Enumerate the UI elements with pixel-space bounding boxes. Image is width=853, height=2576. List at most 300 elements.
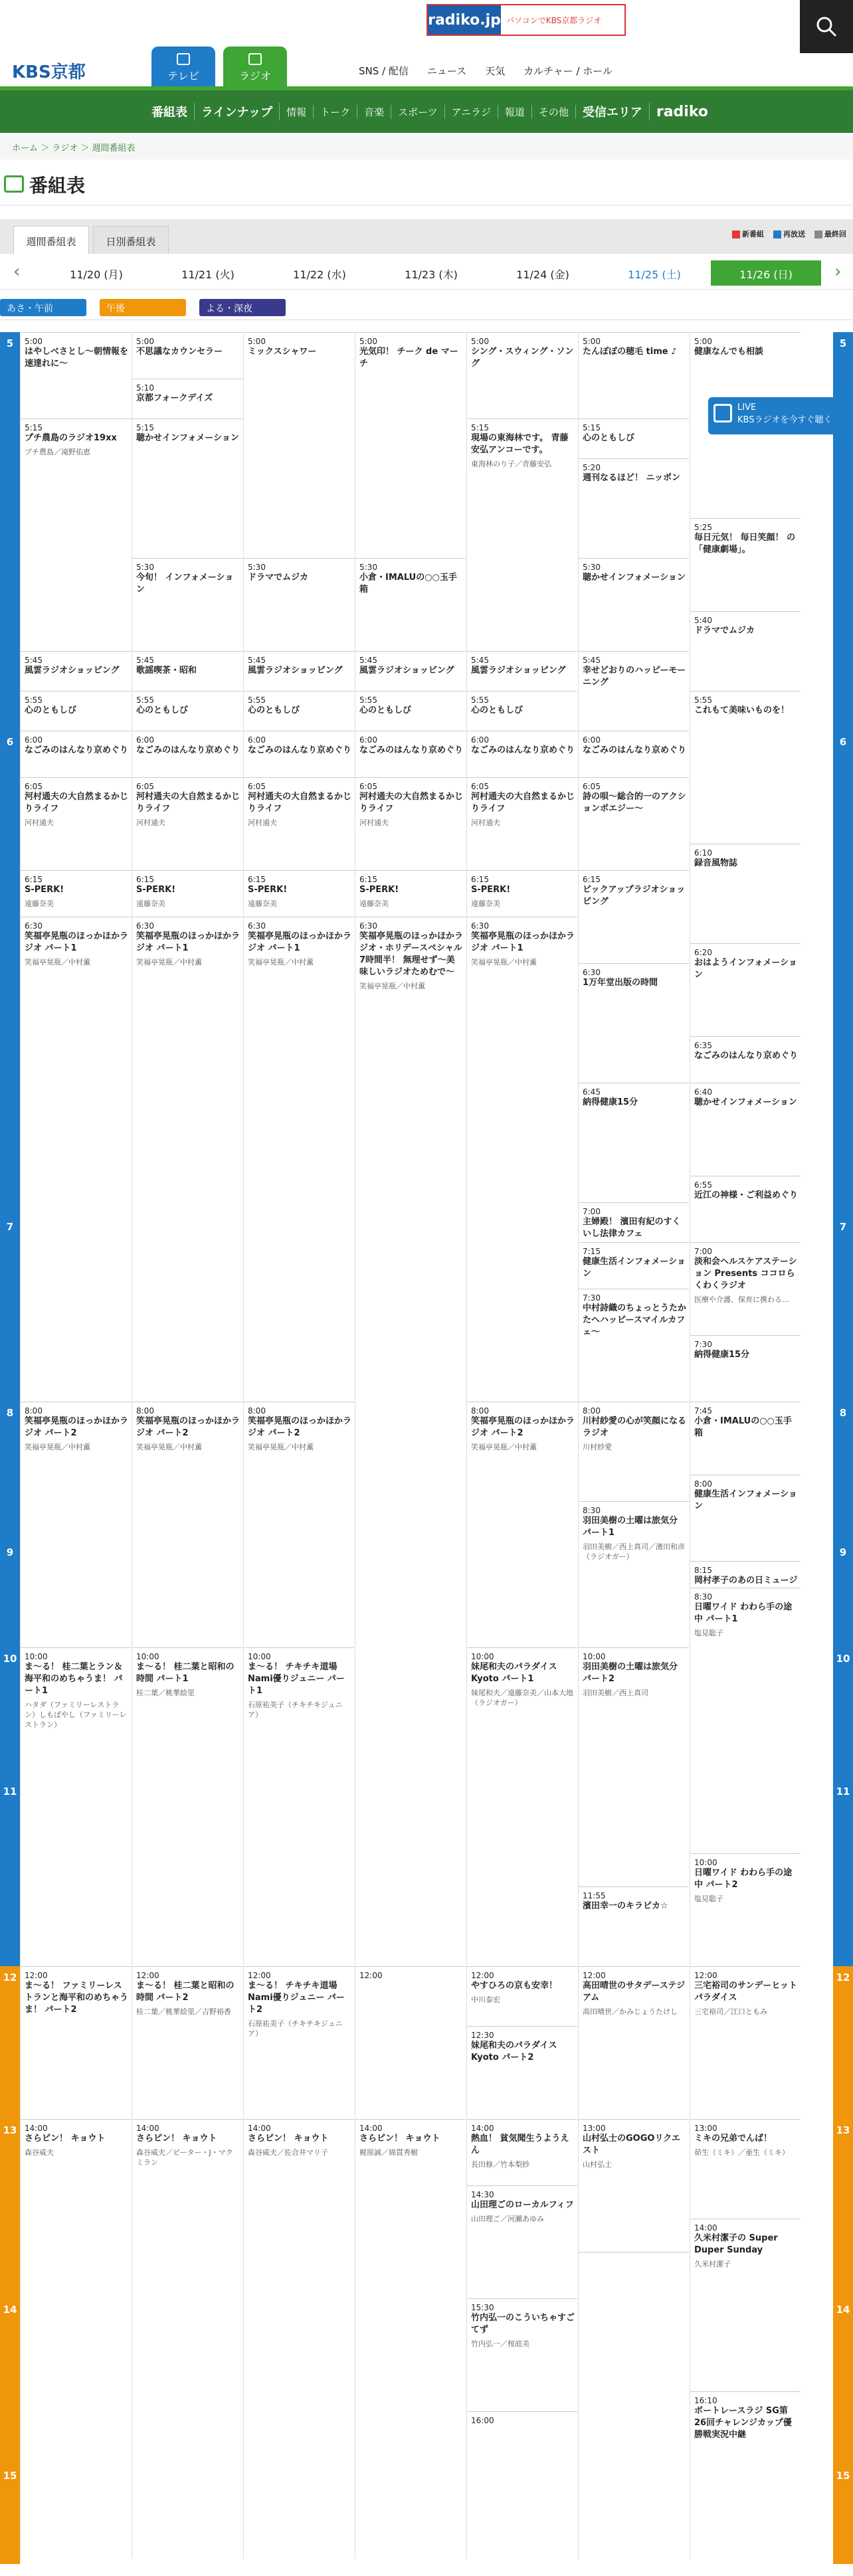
program-title: 聴かせインフォメーション [583, 573, 686, 583]
nav-lineup[interactable]: ラインナップ [195, 103, 280, 120]
program-time: 6:30 [248, 921, 266, 931]
program-cast: 三宅裕司／江口ともみ [694, 2007, 767, 2016]
program-cell[interactable] [21, 1647, 131, 1966]
program-time: 6:00 [136, 735, 154, 745]
program-title: S-PERK! [136, 885, 176, 895]
day-1124[interactable]: 11/24 (金) [516, 268, 569, 281]
program-cell[interactable] [355, 651, 466, 691]
program-cast: 河村通夫 [25, 818, 54, 827]
program-cell[interactable] [579, 1966, 689, 2119]
program-time: 5:30 [359, 563, 377, 572]
program-cell[interactable] [467, 917, 577, 1402]
program-cast: 昴生（ミキ）／亜生（ミキ） [694, 2148, 789, 2157]
radiko-logo: radiko.jp [428, 5, 501, 35]
hour-label-9: 9 [833, 1541, 853, 1647]
filter-afternoon[interactable]: 午後 [100, 299, 186, 316]
program-cell[interactable] [21, 1402, 131, 1647]
program-cast: 森谷威夫／ピーター・J・マクミラン [136, 2148, 233, 2167]
program-cell[interactable] [690, 1402, 801, 1475]
program-cast: 川村紗愛 [583, 1443, 612, 1451]
program-cell[interactable] [132, 2119, 242, 2557]
program-cell[interactable] [690, 844, 801, 943]
program-cell[interactable] [21, 777, 131, 870]
program-time: 5:45 [583, 656, 601, 665]
program-title: 心のともしび [25, 705, 77, 715]
program-cell[interactable] [21, 1966, 131, 2119]
program-title: ミキの兄弟でんば！ [694, 2134, 773, 2144]
program-time: 5:40 [694, 616, 712, 625]
program-cell[interactable] [355, 870, 466, 917]
program-time: 6:30 [136, 921, 154, 931]
day-1125[interactable]: 11/25 (土) [628, 268, 681, 281]
program-title: 羽田美樹の土曜は旅気分 パート1 [583, 1516, 678, 1538]
filter-morning[interactable]: あさ・午前 [0, 299, 86, 316]
program-cell[interactable] [690, 1475, 801, 1561]
program-time: 5:45 [471, 656, 489, 665]
legend [732, 229, 846, 239]
hour-label-13: 13 [0, 2119, 20, 2298]
program-title: 心のともしび [359, 705, 412, 715]
filter-night[interactable]: よる・深夜 [199, 299, 286, 316]
nav-news[interactable]: 報道 [498, 105, 532, 119]
program-time: 6:30 [359, 921, 377, 931]
program-cell[interactable] [690, 1588, 801, 1853]
program-cell[interactable] [579, 332, 689, 418]
radiko-banner[interactable] [427, 4, 626, 36]
program-time: 14:00 [471, 2124, 494, 2133]
program-cell[interactable] [132, 558, 242, 651]
program-cell[interactable] [579, 1886, 689, 1966]
program-cell[interactable] [690, 1083, 801, 1176]
program-cell[interactable] [467, 651, 577, 691]
program-cell[interactable] [579, 1242, 689, 1289]
program-time: 5:45 [25, 656, 43, 665]
program-time: 6:15 [136, 875, 154, 884]
hour-label-16: 16 [0, 2559, 20, 2564]
tab-weekly[interactable]: 週間番組表 [13, 226, 89, 254]
link-news[interactable]: ニュース [427, 65, 467, 77]
program-cell[interactable] [244, 777, 354, 870]
program-time: 12:00 [136, 1971, 159, 1980]
program-time: 12:00 [694, 1971, 717, 1980]
program-time: 15:30 [471, 2303, 494, 2312]
program-cell[interactable] [467, 1966, 577, 2026]
hour-label-8: 8 [0, 1402, 20, 1541]
program-cell[interactable] [690, 2391, 801, 2559]
program-cell[interactable] [244, 558, 354, 651]
program-title: ま〜る！ チキチキ道場 Nami優りジュニー パート1 [248, 1662, 345, 1696]
nav-area[interactable]: 受信エリア [576, 103, 650, 120]
day-1122[interactable]: 11/22 (水) [293, 268, 346, 281]
program-title: なごみのはんなり京めぐり [359, 745, 464, 755]
program-cell[interactable] [690, 1176, 801, 1242]
program-cast: プチ農島／滝野佑恵 [25, 448, 90, 456]
program-cell[interactable] [467, 870, 577, 917]
program-time: 5:15 [136, 423, 154, 432]
program-cell[interactable] [579, 2119, 689, 2252]
program-cell[interactable] [467, 1402, 577, 1647]
program-cell[interactable] [579, 458, 689, 558]
program-time: 8:30 [694, 1592, 712, 1602]
program-title: ドラマでムジカ [248, 573, 309, 583]
program-title: S-PERK! [25, 885, 64, 895]
program-cell[interactable] [355, 2119, 466, 2557]
program-time: 8:30 [583, 1506, 601, 1515]
nav-music[interactable]: 音楽 [357, 105, 391, 119]
nav-anirage[interactable]: アニラジ [445, 105, 498, 119]
day-1123[interactable]: 11/23 (木) [405, 268, 458, 281]
program-cell[interactable] [467, 691, 577, 731]
hour-label-10: 10 [0, 1647, 20, 1780]
hour-label-15: 15 [833, 2464, 853, 2559]
program-cell[interactable] [21, 691, 131, 731]
program-time: 5:55 [359, 695, 377, 705]
program-time: 10:00 [583, 1652, 606, 1661]
search-icon [815, 15, 838, 38]
program-cell[interactable] [579, 1289, 689, 1402]
hour-label-15: 15 [0, 2464, 20, 2559]
program-title: 健康なんでも相談 [694, 347, 764, 357]
program-title: なごみのはんなり京めぐり [25, 745, 129, 755]
program-cell[interactable] [467, 777, 577, 870]
program-cell[interactable] [132, 379, 242, 418]
program-title: なごみのはんなり京めぐり [694, 1051, 799, 1061]
program-cell[interactable] [244, 1647, 354, 1966]
program-cell[interactable] [579, 558, 689, 651]
program-cell[interactable] [132, 870, 242, 917]
legend-new: 新番組 [732, 229, 764, 239]
program-cell[interactable] [690, 691, 801, 731]
program-cell[interactable] [690, 1853, 801, 1966]
program-time: 7:00 [583, 1207, 601, 1216]
program-cell[interactable] [21, 731, 131, 777]
program-cast: 中川泰宏 [471, 1995, 500, 2004]
program-cell[interactable] [244, 1402, 354, 1647]
program-cell[interactable] [244, 691, 354, 731]
program-time: 16:00 [471, 2416, 494, 2425]
program-cell[interactable] [579, 731, 689, 777]
program-cell[interactable] [690, 2219, 801, 2391]
program-cell[interactable] [244, 731, 354, 777]
program-cast: 笑福亭晃瓶／中村薫 [248, 958, 314, 966]
program-title: なごみのはんなり京めぐり [248, 745, 352, 755]
program-cell[interactable] [355, 917, 466, 1966]
program-title: 光気印！ チーク de マーチ [359, 347, 458, 369]
program-title: 聴かせインフォメーション [136, 433, 239, 443]
hour-label-6: 6 [0, 731, 20, 1216]
program-cast: 遠藤奈美 [25, 899, 54, 908]
hour-label-14: 14 [833, 2298, 853, 2464]
program-time: 5:15 [471, 423, 489, 432]
program-title: ま〜る！ 桂二葉と昭和の時間 パート1 [136, 1662, 235, 1684]
program-time: 6:15 [248, 875, 266, 884]
program-cell[interactable] [467, 418, 577, 651]
program-cast: 遠藤奈美 [136, 899, 165, 908]
program-cast: 山田理ご／河瀬あゆみ [471, 2215, 544, 2223]
program-cell[interactable] [690, 1966, 801, 2119]
program-time: 7:45 [694, 1406, 712, 1416]
day-1120[interactable]: 11/20 (月) [70, 268, 123, 281]
program-title: 小倉・IMALUの○○玉手箱 [694, 1416, 792, 1438]
search-button[interactable] [800, 0, 853, 53]
program-cast: 竹内弘一／桜庭美 [471, 2340, 529, 2348]
program-time: 6:05 [248, 782, 266, 791]
program-title: 週刊なるほど！ ニッポン [583, 473, 681, 483]
program-cell[interactable] [21, 2119, 131, 2557]
tab-tv[interactable]: テレビ [151, 46, 215, 86]
program-title: さらピン！ キョウト [248, 2134, 329, 2144]
program-cell[interactable] [467, 1647, 577, 1966]
global-nav [0, 90, 853, 133]
program-time: 5:30 [248, 563, 266, 572]
program-cell[interactable] [579, 2252, 689, 2559]
program-title: 詩の唄〜総合的一のアクションボエジー〜 [583, 792, 686, 814]
program-title: 久米村潔子の Super Duper Sunday [694, 2233, 778, 2255]
program-cell[interactable] [690, 1561, 801, 1588]
program-cell[interactable] [355, 731, 466, 777]
program-time: 8:00 [248, 1406, 266, 1416]
program-cell[interactable] [579, 1083, 689, 1202]
program-title: 河村通夫の大自然まるかじりライフ [248, 792, 352, 814]
program-cell[interactable] [132, 917, 242, 1402]
program-time: 6:30 [471, 921, 489, 931]
program-time: 5:10 [136, 383, 154, 393]
program-cell[interactable] [579, 1501, 689, 1647]
program-cell[interactable] [21, 332, 131, 418]
program-cast: 笑福亭晃瓶／中村薫 [136, 958, 202, 966]
program-cell[interactable] [467, 2411, 577, 2559]
program-title: 風雲ラジオショッピング [25, 666, 120, 676]
program-title: なごみのはんなり京めぐり [471, 745, 575, 755]
program-time: 6:00 [471, 735, 489, 745]
program-cell[interactable] [355, 777, 466, 870]
program-cell[interactable] [132, 691, 242, 731]
program-cell[interactable] [21, 418, 131, 511]
hour-label-11: 11 [0, 1780, 20, 1966]
nav-talk[interactable]: トーク [314, 105, 357, 119]
program-title: 近江の神様・ご利益めぐり [694, 1190, 799, 1200]
program-title: S-PERK! [248, 885, 288, 895]
hour-label-16: 16 [833, 2559, 853, 2564]
tab-daily[interactable]: 日別番組表 [93, 226, 169, 254]
program-title: さらピン！ キョウト [136, 2134, 217, 2144]
program-title: 笑福亭晃瓶のほっかほかラジオ パート2 [136, 1416, 240, 1438]
program-cell[interactable] [467, 2185, 577, 2298]
program-cell[interactable] [21, 651, 131, 691]
program-time: 12:00 [583, 1971, 606, 1980]
program-cell[interactable] [690, 611, 801, 691]
program-cell[interactable] [244, 917, 354, 1402]
program-cast: 笑福亭晃瓶／中村薫 [248, 1443, 314, 1451]
program-time: 5:00 [359, 337, 377, 346]
program-cast: 河村通夫 [471, 818, 500, 827]
program-cell[interactable] [467, 2026, 577, 2119]
program-title: 妹尾和夫のパラダイス Kyoto パート1 [471, 1662, 557, 1684]
program-cell[interactable] [244, 332, 354, 558]
program-time: 6:05 [471, 782, 489, 791]
time-of-day-filter [0, 294, 853, 320]
program-cell[interactable] [579, 1647, 689, 1886]
program-title: ビックアップラジオショッピング [583, 885, 686, 907]
program-cell[interactable] [244, 651, 354, 691]
next-week-arrow-icon[interactable]: › [834, 262, 842, 282]
day-column-4 [466, 332, 578, 2559]
program-cell[interactable] [355, 558, 466, 651]
nav-other[interactable]: その他 [532, 105, 576, 119]
program-time: 10:00 [694, 1858, 717, 1867]
program-time: 14:00 [25, 2124, 48, 2133]
link-weather[interactable]: 天気 [485, 65, 506, 77]
nav-bangumihyo[interactable]: 番組表 [145, 103, 195, 120]
program-time: 6:05 [583, 782, 601, 791]
program-title: はやしべさとし〜朝情報を速達れに〜 [25, 347, 129, 369]
hour-label-5: 5 [0, 332, 20, 731]
program-cell[interactable] [244, 870, 354, 917]
program-time: 5:20 [583, 463, 601, 472]
program-cast: 森谷威夫 [25, 2148, 54, 2157]
program-title: 毎日元気！ 毎日笑顔！ の「健康劇場」。 [694, 533, 796, 555]
program-time: 5:45 [359, 656, 377, 665]
program-cell[interactable] [579, 1202, 689, 1242]
program-cell[interactable] [579, 963, 689, 1083]
hour-label-12: 12 [833, 1966, 853, 2119]
program-cell[interactable] [132, 332, 242, 379]
program-title: 歌謡喫茶・昭和 [136, 666, 197, 676]
tv-icon [177, 53, 190, 65]
program-time: 14:30 [471, 2190, 494, 2199]
program-cell[interactable] [467, 2298, 577, 2411]
program-cast: 笑福亭晃瓶／中村薫 [471, 1443, 537, 1451]
program-cell[interactable] [690, 518, 801, 611]
program-time: 6:10 [694, 848, 712, 858]
day-1126[interactable]: 11/26 (日) [711, 260, 821, 286]
program-title: 聴かせインフォメーション [694, 1097, 797, 1107]
program-cell[interactable] [132, 1966, 242, 2119]
link-sns[interactable]: SNS / 配信 [359, 65, 409, 77]
program-title: なごみのはんなり京めぐり [136, 745, 240, 755]
program-title: 録音風物誌 [694, 858, 738, 868]
program-title: 河村通夫の大自然まるかじりライフ [359, 792, 464, 814]
program-time: 6:00 [359, 735, 377, 745]
hour-label-8: 8 [833, 1402, 853, 1541]
program-cast: 羽田美樹／西上真司 [583, 1689, 648, 1697]
day-column-0 [20, 332, 132, 2559]
program-time: 8:00 [471, 1406, 489, 1416]
program-cell[interactable] [690, 2119, 801, 2219]
program-cell[interactable] [244, 2119, 354, 2557]
program-cell[interactable] [132, 418, 242, 558]
prev-week-arrow-icon[interactable]: ‹ [13, 262, 21, 282]
program-time: 8:00 [136, 1406, 154, 1416]
program-cell[interactable] [467, 731, 577, 777]
program-cell[interactable] [467, 332, 577, 418]
program-cell[interactable] [579, 777, 689, 870]
program-time: 5:45 [248, 656, 266, 665]
program-time: 5:30 [136, 563, 154, 572]
program-cast: 河村通夫 [248, 818, 277, 827]
live-listen-button[interactable]: LIVE KBSラジオを今すぐ聴く [708, 397, 853, 434]
program-title: 心のともしび [136, 705, 189, 715]
program-title: 熱血！ 貧気聞生うようえん [471, 2134, 569, 2156]
program-cell[interactable] [244, 1966, 354, 2119]
legend-final: 最終回 [814, 229, 846, 239]
hour-label-6: 6 [833, 731, 853, 1216]
program-cell[interactable] [21, 870, 131, 917]
program-cast: 笑福亭晃瓶／中村薫 [25, 958, 90, 966]
tab-radio[interactable]: ラジオ [223, 46, 287, 86]
program-time: 5:15 [583, 423, 601, 432]
program-title: 納得健康15分 [583, 1097, 638, 1107]
program-cast: 笑福亭晃瓶／中村薫 [136, 1443, 202, 1451]
link-culture[interactable]: カルチャー / ホール [523, 65, 613, 77]
program-title: ま〜る！ ファミリーレストランと海平和のめちゃうま！ パート2 [25, 1981, 129, 2015]
program-cell[interactable] [467, 2119, 577, 2185]
program-time: 14:00 [248, 2124, 271, 2133]
program-cell[interactable] [132, 731, 242, 777]
program-cell[interactable] [690, 1036, 801, 1083]
nav-sports[interactable]: スポーツ [391, 105, 444, 119]
program-time: 5:25 [694, 523, 712, 532]
program-time: 6:30 [25, 921, 43, 931]
hour-label-5: 5 [833, 332, 853, 731]
program-title: 1万年堂出版の時間 [583, 978, 658, 988]
program-cast: 笑福亭晃瓶／中村薫 [359, 982, 425, 990]
site-logo[interactable]: KBS京都 [12, 62, 86, 82]
day-column-1 [132, 332, 243, 2559]
program-time: 12:30 [471, 2031, 494, 2040]
day-1121[interactable]: 11/21 (火) [181, 268, 235, 281]
program-cell[interactable] [21, 917, 131, 1249]
program-cell[interactable] [132, 777, 242, 870]
breadcrumb[interactable]: ホーム ＞ ラジオ ＞ 週間番組表 [0, 133, 853, 159]
program-cell[interactable] [355, 332, 466, 558]
program-cast: 森谷威夫／佐合井マリ子 [248, 2148, 328, 2157]
program-cast: 笑福亭晃瓶／中村薫 [471, 958, 537, 966]
program-cell[interactable] [132, 1647, 242, 1966]
program-time: 8:00 [694, 1479, 712, 1489]
nav-info[interactable]: 情報 [280, 105, 314, 119]
program-cell[interactable] [579, 418, 689, 458]
program-title: 京都フォークデイズ [136, 393, 213, 403]
program-title: 山村弘士のGOGOリクエスト [583, 2134, 680, 2156]
program-time: 11:55 [583, 1891, 606, 1900]
program-cell[interactable] [690, 943, 801, 1036]
hour-label-7: 7 [0, 1216, 20, 1402]
program-cell[interactable] [690, 1335, 801, 1402]
program-time: 5:00 [694, 337, 712, 346]
program-title: 現場の東海林です。 青藤安弘アンコーです。 [471, 433, 569, 455]
program-cell[interactable] [132, 651, 242, 691]
program-title: 笑福亭晃瓶のほっかほかラジオ・ホリデースペシャル 7時間半！ 無理せず〜美味しいラジオためむで〜 [359, 931, 464, 977]
program-time: 12:00 [25, 1971, 48, 1980]
program-cell[interactable] [690, 1242, 801, 1335]
program-cell[interactable] [579, 1402, 689, 1501]
program-cell[interactable] [579, 651, 689, 731]
program-title: これもて美味いものを！ [694, 705, 790, 715]
program-cell[interactable] [355, 691, 466, 731]
program-cell[interactable] [355, 1966, 466, 2119]
program-time: 6:15 [359, 875, 377, 884]
program-cell[interactable] [579, 870, 689, 963]
program-title: 竹内弘一のこういちゃすごてず [471, 2313, 575, 2335]
program-title: ま〜る！ チキチキ道場 Nami優りジュニー パート2 [248, 1981, 345, 2015]
program-time: 13:00 [583, 2124, 606, 2133]
program-title: 笑福亭晃瓶のほっかほかラジオ パート1 [248, 931, 352, 953]
day-selector [0, 254, 853, 290]
nav-radiko[interactable]: radiko [656, 103, 708, 120]
program-title: 健康生活インフォメーション [694, 1489, 797, 1511]
program-cell[interactable] [132, 1402, 242, 1647]
